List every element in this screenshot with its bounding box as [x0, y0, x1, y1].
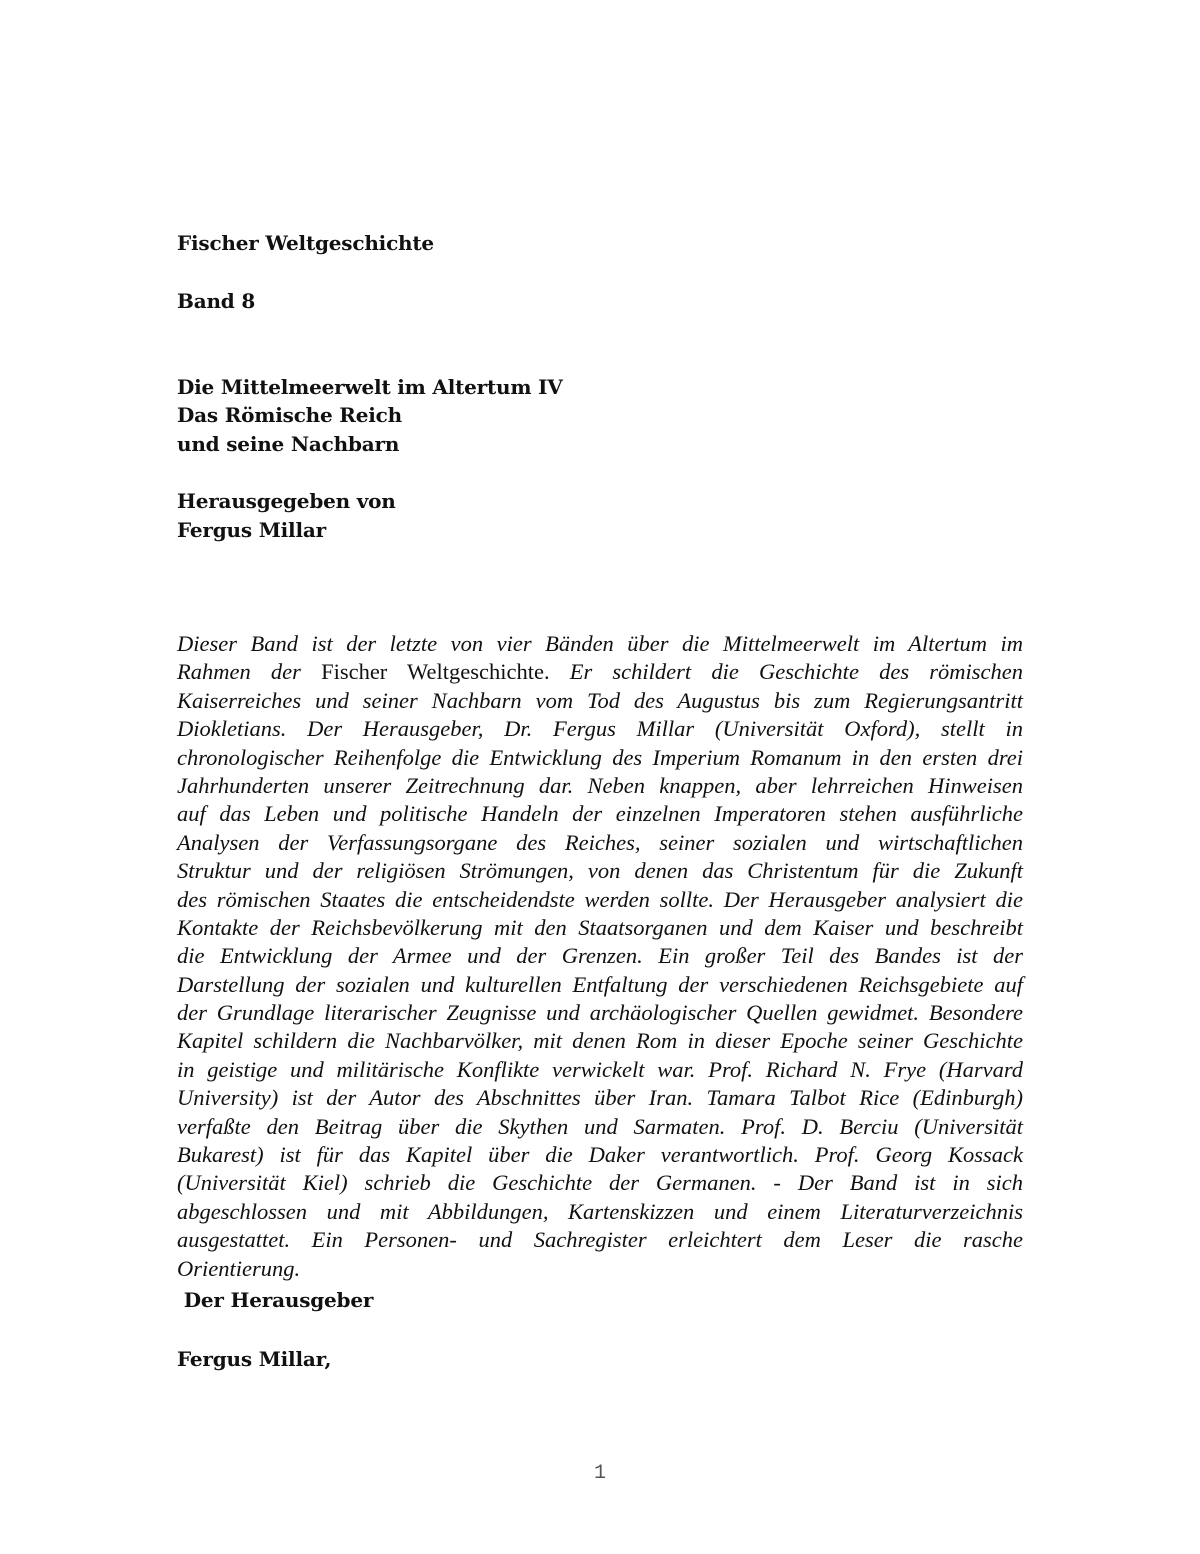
- paragraph-line: ausgestattet. Ein Personen- und Sachregister erleichtert dem Leser die rasche: [177, 1227, 1023, 1253]
- book-title-line-2: Das Römische Reich: [177, 403, 402, 427]
- volume-number: Band 8: [177, 289, 256, 313]
- paragraph-line: Orientierung.: [177, 1255, 301, 1281]
- description-paragraph: [177, 630, 1023, 1283]
- page-number: 1: [593, 1462, 606, 1485]
- paragraph-line: Bukarest) ist für das Kapitel über die Daker verantwortlich. Prof. Georg Kossack: [177, 1142, 1023, 1168]
- paragraph-line: Struktur und der religiösen Strömungen, von denen das Christentum für die Zukunft: [177, 858, 1023, 884]
- paragraph-line: Darstellung der sozialen und kulturellen Entfaltung der verschiedenen Reichsgebiete auf: [177, 971, 1023, 997]
- paragraph-line: Diokletians. Der Herausgeber, Dr. Fergus Millar (Universität Oxford), stellt in: [177, 716, 1023, 742]
- paragraph-line: Kaiserreiches und seiner Nachbarn vom Tod des Augustus bis zum Regierungsantritt: [177, 687, 1023, 713]
- paragraph-line: die Entwicklung der Armee und der Grenzen. Ein großer Teil des Bandes ist der: [177, 943, 1023, 969]
- paragraph-line: abgeschlossen und mit Abbildungen, Kartenskizzen und einem Literaturverzeichnis: [177, 1198, 1023, 1224]
- paragraph-line: verfaßte den Beitrag über die Skythen und Sarmaten. Prof. D. Berciu (Universität: [177, 1113, 1023, 1139]
- paragraph-line: Jahrhunderten unserer Zeitrechnung dar. Neben knappen, aber lehrreichen Hinweisen: [177, 772, 1023, 798]
- paragraph-line: University) ist der Autor des Abschnittes über Iran. Tamara Talbot Rice (Edinburgh): [177, 1085, 1023, 1111]
- paragraph-line: chronologischer Reihenfolge die Entwicklung des Imperium Romanum in den ersten drei: [177, 744, 1023, 770]
- paragraph-line: auf das Leben und politische Handeln der einzelnen Imperatoren stehen ausführliche: [177, 801, 1023, 827]
- series-title: Fischer Weltgeschichte: [177, 231, 434, 255]
- paragraph-line: Kontakte der Reichsbevölkerung mit den Staatsorganen und dem Kaiser und beschreibt: [177, 914, 1023, 940]
- editor-name: Fergus Millar: [177, 518, 326, 542]
- paragraph-line: Dieser Band ist der letzte von vier Bänden über die Mittelmeerwelt im Altertum im: [177, 631, 1023, 656]
- paragraph-line: (Universität Kiel) schrieb die Geschichte der Germanen. - Der Band ist in sich: [177, 1170, 1023, 1196]
- paragraph-line: der Grundlage literarischer Zeugnisse und archäologischer Quellen gewidmet. Besondere: [177, 1000, 1023, 1026]
- paragraph-line: Kapitel schildern die Nachbarvölker, mit denen Rom in dieser Epoche seiner Geschichte: [177, 1028, 1023, 1054]
- book-title-line-1: Die Mittelmeerwelt im Altertum IV: [177, 375, 563, 399]
- paragraph-line: in geistige und militärische Konflikte verwickelt war. Prof. Richard N. Frye (Harvard: [177, 1056, 1023, 1082]
- signature-role: Der Herausgeber: [177, 1288, 374, 1312]
- paragraph-line: Rahmen der Fischer Weltgeschichte. Er schildert die Geschichte des römischen: [177, 659, 1023, 685]
- series-name-inline: Fischer Weltgeschichte.: [321, 659, 550, 685]
- paragraph-line: Analysen der Verfassungsorgane des Reiches, seiner sozialen und wirtschaftlichen: [177, 829, 1023, 855]
- book-title-line-3: und seine Nachbarn: [177, 432, 400, 456]
- editor-label: Herausgegeben von: [177, 489, 396, 513]
- signature-name: Fergus Millar,: [177, 1347, 332, 1371]
- paragraph-line: des römischen Staates die entscheidendste werden sollte. Der Herausgeber analysiert die: [177, 886, 1023, 912]
